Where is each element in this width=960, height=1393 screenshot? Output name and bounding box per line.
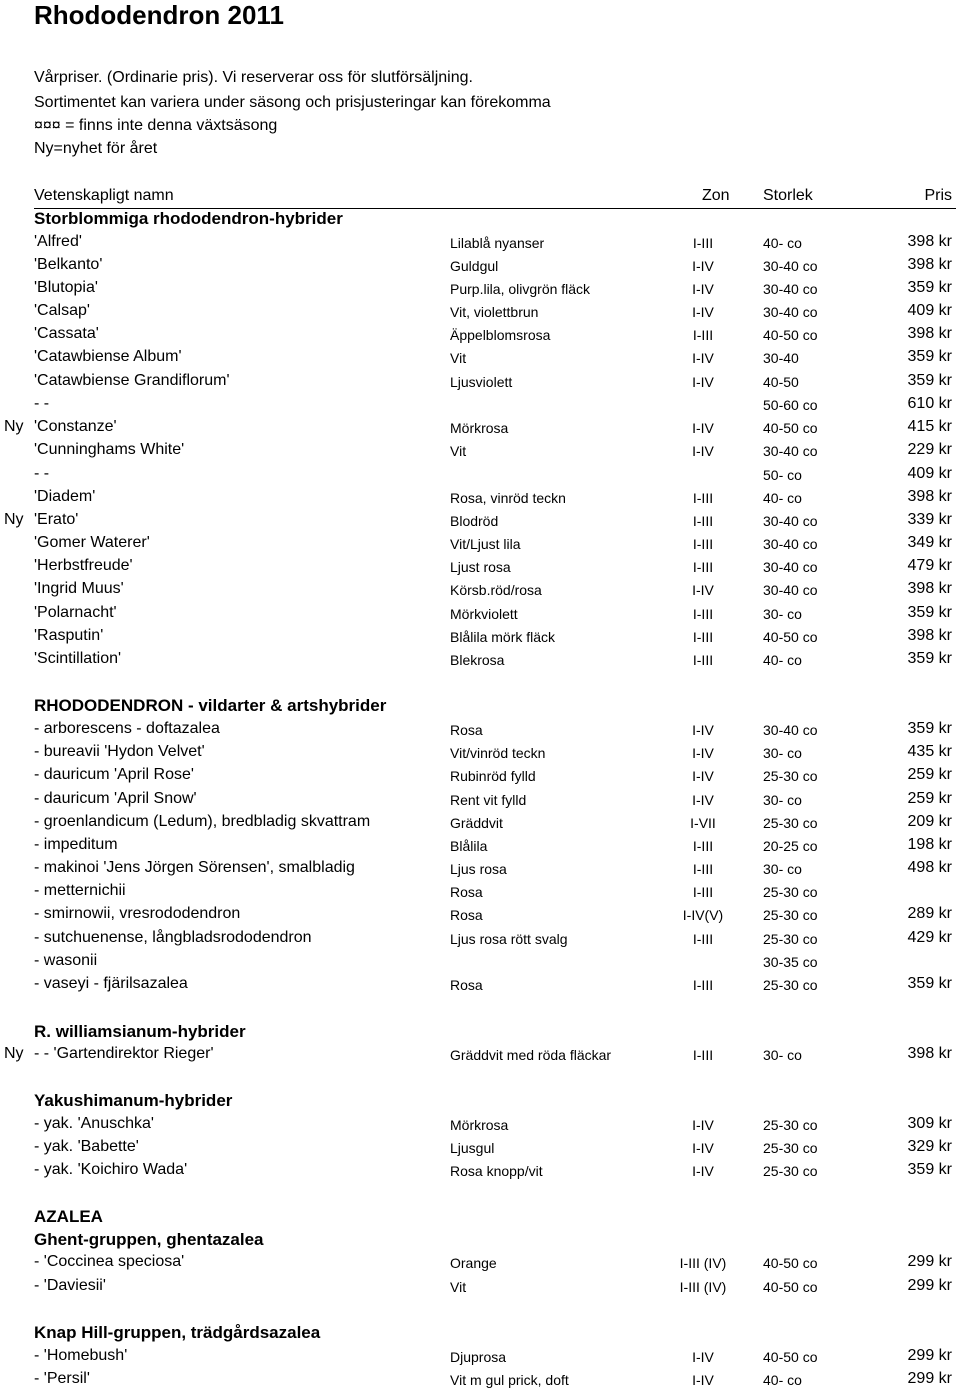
new-flag: Ny bbox=[4, 418, 24, 435]
hardiness-zone: I-IV bbox=[692, 722, 714, 738]
table-row bbox=[0, 1347, 960, 1370]
section-title: AZALEA bbox=[34, 1207, 103, 1226]
price: 498 kr bbox=[907, 859, 952, 876]
plant-name: - impeditum bbox=[34, 836, 118, 853]
hardiness-zone: I-IV bbox=[692, 443, 714, 459]
new-flag: Ny bbox=[4, 511, 24, 528]
price: 359 kr bbox=[907, 720, 952, 737]
flower-color: Djuprosa bbox=[450, 1349, 507, 1365]
section-title: Yakushimanum-hybrider bbox=[34, 1091, 233, 1110]
plant-name: - makinoi 'Jens Jörgen Sörensen', smalbladig bbox=[34, 859, 355, 876]
table-row bbox=[0, 1370, 960, 1393]
column-header-price: Pris bbox=[924, 187, 952, 204]
hardiness-zone: I-III bbox=[692, 327, 714, 343]
hardiness-zone: I-IV bbox=[692, 792, 714, 808]
hardiness-zone: I-IV bbox=[692, 1349, 714, 1365]
price: 479 kr bbox=[907, 557, 952, 574]
hardiness-zone: I-III bbox=[692, 977, 714, 993]
table-row bbox=[0, 627, 960, 650]
table-row bbox=[0, 233, 960, 256]
plant-name: 'Rasputin' bbox=[34, 627, 104, 644]
price: 398 kr bbox=[907, 627, 952, 644]
hardiness-zone: I-III bbox=[692, 606, 714, 622]
plant-size: 30- co bbox=[763, 606, 802, 622]
plant-size: 40-50 co bbox=[763, 1279, 818, 1295]
flower-color: Ljusgul bbox=[450, 1140, 495, 1156]
flower-color: Ljust rosa bbox=[450, 559, 511, 575]
price: 339 kr bbox=[907, 511, 952, 528]
plant-name: - yak. 'Anuschka' bbox=[34, 1115, 154, 1132]
flower-color: Rent vit fylld bbox=[450, 792, 527, 808]
plant-size: 30-40 co bbox=[763, 304, 818, 320]
plant-size: 40- co bbox=[763, 490, 802, 506]
price: 610 kr bbox=[907, 395, 952, 412]
flower-color: Äppelblomsrosa bbox=[450, 327, 551, 343]
section-title: Knap Hill-gruppen, trädgårdsazalea bbox=[34, 1323, 321, 1342]
hardiness-zone: I-III bbox=[692, 884, 714, 900]
table-row bbox=[0, 929, 960, 952]
flower-color: Mörkrosa bbox=[450, 420, 509, 436]
plant-name: 'Catawbiense Album' bbox=[34, 348, 182, 365]
price: 329 kr bbox=[907, 1138, 952, 1155]
price: 435 kr bbox=[907, 743, 952, 760]
hardiness-zone: I-IV bbox=[692, 1117, 714, 1133]
plant-size: 30-40 bbox=[763, 350, 799, 366]
table-row bbox=[0, 441, 960, 464]
table-row bbox=[0, 1277, 960, 1300]
table-row bbox=[0, 325, 960, 348]
plant-size: 40-50 co bbox=[763, 327, 818, 343]
hardiness-zone: I-III (IV) bbox=[679, 1255, 727, 1271]
flower-color: Vit bbox=[450, 350, 467, 366]
hardiness-zone: I-III bbox=[692, 1047, 714, 1063]
table-row bbox=[0, 256, 960, 279]
plant-size: 30-40 co bbox=[763, 513, 818, 529]
plant-name: 'Calsap' bbox=[34, 302, 90, 319]
flower-color: Vit/vinröd teckn bbox=[450, 745, 546, 761]
table-row bbox=[0, 650, 960, 673]
plant-name: - arborescens - doftazalea bbox=[34, 720, 220, 737]
hardiness-zone: I-III bbox=[692, 629, 714, 645]
table-row bbox=[0, 465, 960, 488]
table-row bbox=[0, 813, 960, 836]
hardiness-zone: I-IV bbox=[692, 1140, 714, 1156]
plant-name: - dauricum 'April Snow' bbox=[34, 790, 197, 807]
plant-size: 30- co bbox=[763, 1047, 802, 1063]
price: 429 kr bbox=[907, 929, 952, 946]
plant-name: 'Alfred' bbox=[34, 233, 82, 250]
plant-size: 40-50 co bbox=[763, 420, 818, 436]
price: 398 kr bbox=[907, 256, 952, 273]
table-row bbox=[0, 1253, 960, 1276]
flower-color: Vit bbox=[450, 1279, 467, 1295]
plant-name: - wasonii bbox=[34, 952, 98, 969]
plant-size: 50-60 co bbox=[763, 397, 818, 413]
plant-name: - dauricum 'April Rose' bbox=[34, 766, 194, 783]
flower-color: Blålila bbox=[450, 838, 488, 854]
table-row bbox=[0, 534, 960, 557]
flower-color: Ljus rosa rött svalg bbox=[450, 931, 568, 947]
hardiness-zone: I-III bbox=[692, 861, 714, 877]
plant-size: 30-40 co bbox=[763, 536, 818, 552]
plant-name: - 'Coccinea speciosa' bbox=[34, 1253, 185, 1270]
hardiness-zone: I-IV bbox=[692, 281, 714, 297]
price: 198 kr bbox=[907, 836, 952, 853]
price: 398 kr bbox=[907, 233, 952, 250]
plant-size: 50- co bbox=[763, 467, 802, 483]
price: 259 kr bbox=[907, 766, 952, 783]
price: 359 kr bbox=[907, 372, 952, 389]
hardiness-zone: I-IV bbox=[692, 745, 714, 761]
price: 359 kr bbox=[907, 348, 952, 365]
flower-color: Mörkrosa bbox=[450, 1117, 509, 1133]
hardiness-zone: I-III bbox=[692, 652, 714, 668]
plant-name: - 'Homebush' bbox=[34, 1347, 128, 1364]
table-row bbox=[0, 1045, 960, 1068]
price: 359 kr bbox=[907, 650, 952, 667]
flower-color: Gräddvit bbox=[450, 815, 503, 831]
plant-name: 'Polarnacht' bbox=[34, 604, 117, 621]
price: 409 kr bbox=[907, 302, 952, 319]
flower-color: Rosa bbox=[450, 884, 483, 900]
price: 398 kr bbox=[907, 580, 952, 597]
plant-name: - yak. 'Koichiro Wada' bbox=[34, 1161, 188, 1178]
plant-name: 'Constanze' bbox=[34, 418, 117, 435]
plant-size: 30-40 co bbox=[763, 582, 818, 598]
plant-name: - 'Daviesii' bbox=[34, 1277, 106, 1294]
plant-name: - - 'Gartendirektor Rieger' bbox=[34, 1045, 214, 1062]
table-row bbox=[0, 279, 960, 302]
column-header-name: Vetenskapligt namn bbox=[34, 187, 174, 204]
plant-size: 25-30 co bbox=[763, 1117, 818, 1133]
flower-color: Rosa bbox=[450, 977, 483, 993]
table-row bbox=[0, 952, 960, 975]
price: 359 kr bbox=[907, 1161, 952, 1178]
table-row bbox=[0, 975, 960, 998]
plant-size: 30- co bbox=[763, 745, 802, 761]
price: 299 kr bbox=[907, 1370, 952, 1387]
hardiness-zone: I-IV bbox=[692, 258, 714, 274]
flower-color: Rosa knopp/vit bbox=[450, 1163, 543, 1179]
flower-color: Rosa, vinröd teckn bbox=[450, 490, 566, 506]
hardiness-zone: I-VII bbox=[690, 815, 716, 831]
plant-name: - - bbox=[34, 465, 50, 482]
table-row bbox=[0, 395, 960, 418]
table-row bbox=[0, 790, 960, 813]
hardiness-zone: I-III bbox=[692, 235, 714, 251]
plant-size: 40- co bbox=[763, 235, 802, 251]
plant-size: 40-50 bbox=[763, 374, 799, 390]
table-row bbox=[0, 557, 960, 580]
plant-name: 'Blutopia' bbox=[34, 279, 98, 296]
plant-name: 'Ingrid Muus' bbox=[34, 580, 124, 597]
table-row bbox=[0, 1115, 960, 1138]
plant-size: 40- co bbox=[763, 652, 802, 668]
hardiness-zone: I-III bbox=[692, 838, 714, 854]
hardiness-zone: I-IV bbox=[692, 1163, 714, 1179]
intro-line: Sortimentet kan variera under säsong och prisjusteringar kan förekomma bbox=[34, 94, 551, 111]
price: 398 kr bbox=[907, 488, 952, 505]
plant-size: 40-50 co bbox=[763, 629, 818, 645]
table-row bbox=[0, 580, 960, 603]
plant-size: 30-40 co bbox=[763, 559, 818, 575]
flower-color: Rubinröd fylld bbox=[450, 768, 536, 784]
plant-size: 25-30 co bbox=[763, 1140, 818, 1156]
plant-name: - yak. 'Babette' bbox=[34, 1138, 139, 1155]
hardiness-zone: I-IV bbox=[692, 304, 714, 320]
flower-color: Mörkviolett bbox=[450, 606, 518, 622]
new-flag: Ny bbox=[4, 1045, 24, 1062]
table-row bbox=[0, 302, 960, 325]
hardiness-zone: I-III bbox=[692, 559, 714, 575]
plant-size: 40-50 co bbox=[763, 1349, 818, 1365]
hardiness-zone: I-IV bbox=[692, 582, 714, 598]
plant-name: 'Scintillation' bbox=[34, 650, 122, 667]
plant-name: 'Gomer Waterer' bbox=[34, 534, 150, 551]
price: 309 kr bbox=[907, 1115, 952, 1132]
flower-color: Rosa bbox=[450, 722, 483, 738]
hardiness-zone: I-IV bbox=[692, 420, 714, 436]
plant-size: 25-30 co bbox=[763, 1163, 818, 1179]
plant-size: 30-40 co bbox=[763, 443, 818, 459]
plant-size: 25-30 co bbox=[763, 977, 818, 993]
price: 229 kr bbox=[907, 441, 952, 458]
table-row bbox=[0, 418, 960, 441]
table-row bbox=[0, 766, 960, 789]
hardiness-zone: I-III bbox=[692, 931, 714, 947]
hardiness-zone: I-IV(V) bbox=[682, 907, 724, 923]
plant-size: 30-40 co bbox=[763, 281, 818, 297]
plant-name: 'Catawbiense Grandiflorum' bbox=[34, 372, 230, 389]
flower-color: Purp.lila, olivgrön fläck bbox=[450, 281, 591, 297]
price: 398 kr bbox=[907, 1045, 952, 1062]
plant-name: - vaseyi - fjärilsazalea bbox=[34, 975, 188, 992]
flower-color: Guldgul bbox=[450, 258, 499, 274]
flower-color: Lilablå nyanser bbox=[450, 235, 545, 251]
hardiness-zone: I-III (IV) bbox=[679, 1279, 727, 1295]
intro-line: Vårpriser. (Ordinarie pris). Vi reserverar oss för slutförsäljning. bbox=[34, 69, 473, 86]
page-title: Rhododendron 2011 bbox=[34, 0, 284, 30]
flower-color: Blålila mörk fläck bbox=[450, 629, 556, 645]
flower-color: Vit, violettbrun bbox=[450, 304, 539, 320]
plant-name: - 'Persil' bbox=[34, 1370, 90, 1387]
plant-size: 40-50 co bbox=[763, 1255, 818, 1271]
hardiness-zone: I-IV bbox=[692, 374, 714, 390]
price: 359 kr bbox=[907, 975, 952, 992]
intro-line: ¤¤¤ = finns inte denna växtsäsong bbox=[34, 117, 278, 134]
price: 359 kr bbox=[907, 279, 952, 296]
plant-name: 'Cassata' bbox=[34, 325, 99, 342]
table-row bbox=[0, 511, 960, 534]
table-row bbox=[0, 348, 960, 371]
plant-name: - metternichii bbox=[34, 882, 126, 899]
column-header-zone: Zon bbox=[702, 187, 730, 204]
plant-size: 30- co bbox=[763, 792, 802, 808]
table-row bbox=[0, 905, 960, 928]
price: 409 kr bbox=[907, 465, 952, 482]
table-row bbox=[0, 720, 960, 743]
plant-size: 40- co bbox=[763, 1372, 802, 1388]
price: 299 kr bbox=[907, 1347, 952, 1364]
hardiness-zone: I-III bbox=[692, 513, 714, 529]
flower-color: Gräddvit med röda fläckar bbox=[450, 1047, 612, 1063]
plant-size: 25-30 co bbox=[763, 815, 818, 831]
table-row bbox=[0, 1161, 960, 1184]
plant-name: 'Cunninghams White' bbox=[34, 441, 185, 458]
hardiness-zone: I-III bbox=[692, 490, 714, 506]
table-row bbox=[0, 488, 960, 511]
price: 259 kr bbox=[907, 790, 952, 807]
price: 289 kr bbox=[907, 905, 952, 922]
column-header-size: Storlek bbox=[763, 187, 813, 204]
flower-color: Rosa bbox=[450, 907, 483, 923]
price: 299 kr bbox=[907, 1277, 952, 1294]
table-row bbox=[0, 882, 960, 905]
flower-color: Körsb.röd/rosa bbox=[450, 582, 542, 598]
plant-name: 'Erato' bbox=[34, 511, 79, 528]
flower-color: Blodröd bbox=[450, 513, 499, 529]
plant-size: 25-30 co bbox=[763, 931, 818, 947]
price: 299 kr bbox=[907, 1253, 952, 1270]
section-title: Ghent-gruppen, ghentazalea bbox=[34, 1230, 264, 1249]
section-title: R. williamsianum-hybrider bbox=[34, 1022, 246, 1041]
plant-name: - bureavii 'Hydon Velvet' bbox=[34, 743, 205, 760]
table-row bbox=[0, 743, 960, 766]
plant-size: 30- co bbox=[763, 861, 802, 877]
plant-size: 30-40 co bbox=[763, 722, 818, 738]
price: 209 kr bbox=[907, 813, 952, 830]
section-title: Storblommiga rhododendron-hybrider bbox=[34, 209, 343, 228]
flower-color: Orange bbox=[450, 1255, 497, 1271]
plant-name: - smirnowii, vresrododendron bbox=[34, 905, 241, 922]
table-row bbox=[0, 859, 960, 882]
plant-size: 25-30 co bbox=[763, 884, 818, 900]
hardiness-zone: I-IV bbox=[692, 350, 714, 366]
plant-name: - - bbox=[34, 395, 50, 412]
plant-name: 'Belkanto' bbox=[34, 256, 103, 273]
plant-name: 'Herbstfreude' bbox=[34, 557, 133, 574]
flower-color: Ljusviolett bbox=[450, 374, 513, 390]
plant-name: - groenlandicum (Ledum), bredbladig skvattram bbox=[34, 813, 371, 830]
flower-color: Vit/Ljust lila bbox=[450, 536, 521, 552]
price: 359 kr bbox=[907, 604, 952, 621]
plant-size: 25-30 co bbox=[763, 768, 818, 784]
plant-size: 25-30 co bbox=[763, 907, 818, 923]
section-title: RHODODENDRON - vildarter & artshybrider bbox=[34, 696, 387, 715]
hardiness-zone: I-III bbox=[692, 536, 714, 552]
plant-name: 'Diadem' bbox=[34, 488, 96, 505]
flower-color: Blekrosa bbox=[450, 652, 505, 668]
flower-color: Ljus rosa bbox=[450, 861, 507, 877]
plant-size: 20-25 co bbox=[763, 838, 818, 854]
table-row bbox=[0, 836, 960, 859]
price: 349 kr bbox=[907, 534, 952, 551]
price: 398 kr bbox=[907, 325, 952, 342]
flower-color: Vit m gul prick, doft bbox=[450, 1372, 569, 1388]
flower-color: Vit bbox=[450, 443, 467, 459]
table-row bbox=[0, 604, 960, 627]
intro-line: Ny=nyhet för året bbox=[34, 140, 158, 157]
table-row bbox=[0, 372, 960, 395]
plant-size: 30-35 co bbox=[763, 954, 818, 970]
plant-size: 30-40 co bbox=[763, 258, 818, 274]
hardiness-zone: I-IV bbox=[692, 768, 714, 784]
plant-name: - sutchuenense, långbladsrododendron bbox=[34, 929, 312, 946]
table-row bbox=[0, 1138, 960, 1161]
hardiness-zone: I-IV bbox=[692, 1372, 714, 1388]
price: 415 kr bbox=[907, 418, 952, 435]
